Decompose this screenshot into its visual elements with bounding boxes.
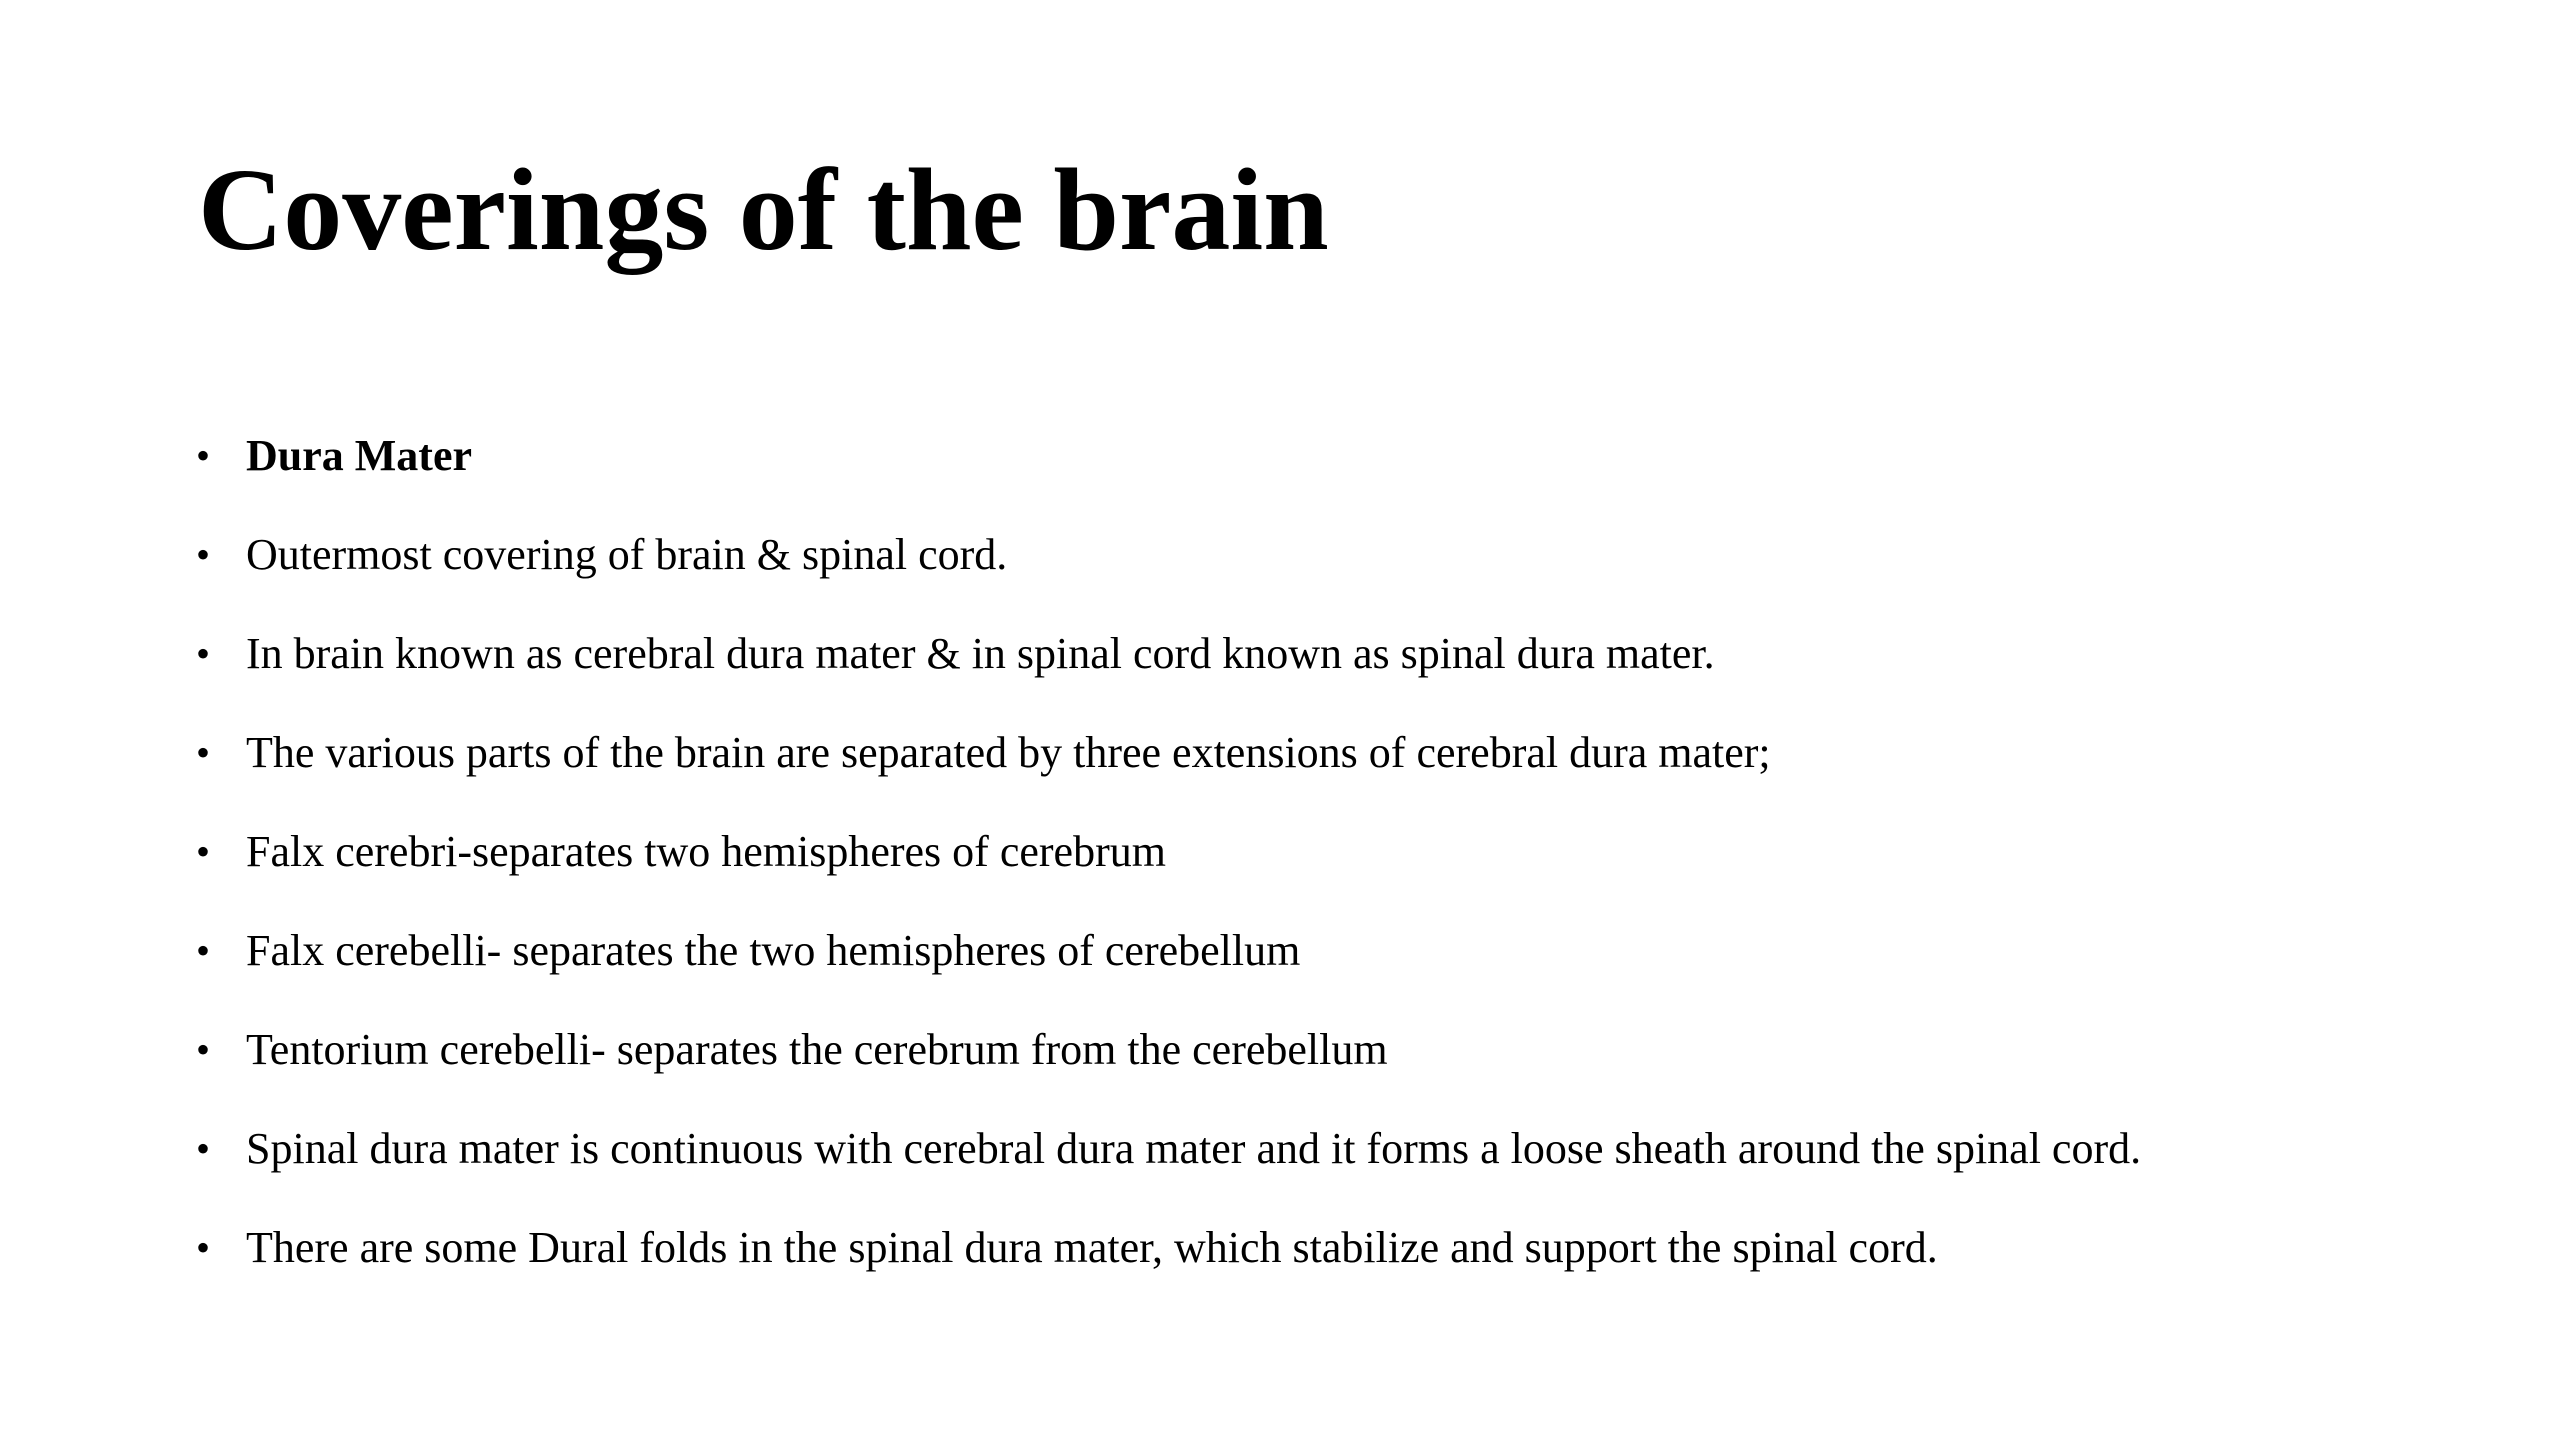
bullet-point-icon: •: [196, 532, 211, 577]
bullet-point-icon: •: [196, 433, 211, 478]
bullet-text: Falx cerebri-separates two hemispheres of cerebrum: [246, 827, 1166, 876]
bullet-text: There are some Dural folds in the spinal dura mater, which stabilize and support the spinal cord.: [246, 1223, 1938, 1272]
bullet-text: Dura Mater: [246, 431, 473, 480]
bullet-text: In brain known as cerebral dura mater & in spinal cord known as spinal dura mater.: [246, 629, 1715, 678]
bullet-text: The various parts of the brain are separated by three extensions of cerebral dura mater;: [246, 728, 1771, 777]
bullet-point-icon: •: [196, 631, 211, 676]
bullet-text: Outermost covering of brain & spinal cord.: [246, 530, 1008, 579]
bullet-point-icon: •: [196, 730, 211, 775]
bullet-text: Tentorium cerebelli- separates the cerebrum from the cerebellum: [246, 1025, 1388, 1074]
bullet-point-icon: •: [196, 1027, 211, 1072]
bullet-point-icon: •: [196, 928, 211, 973]
bullet-point-icon: •: [196, 829, 211, 874]
bullet-text: Falx cerebelli- separates the two hemispheres of cerebellum: [246, 926, 1301, 975]
bullet-point-icon: •: [196, 1225, 211, 1270]
bullet-point-icon: •: [196, 1126, 211, 1171]
slide-title: Coverings of the brain: [198, 144, 1329, 275]
bullet-text: Spinal dura mater is continuous with cerebral dura mater and it forms a loose sheath around the spinal cord.: [246, 1124, 2142, 1173]
